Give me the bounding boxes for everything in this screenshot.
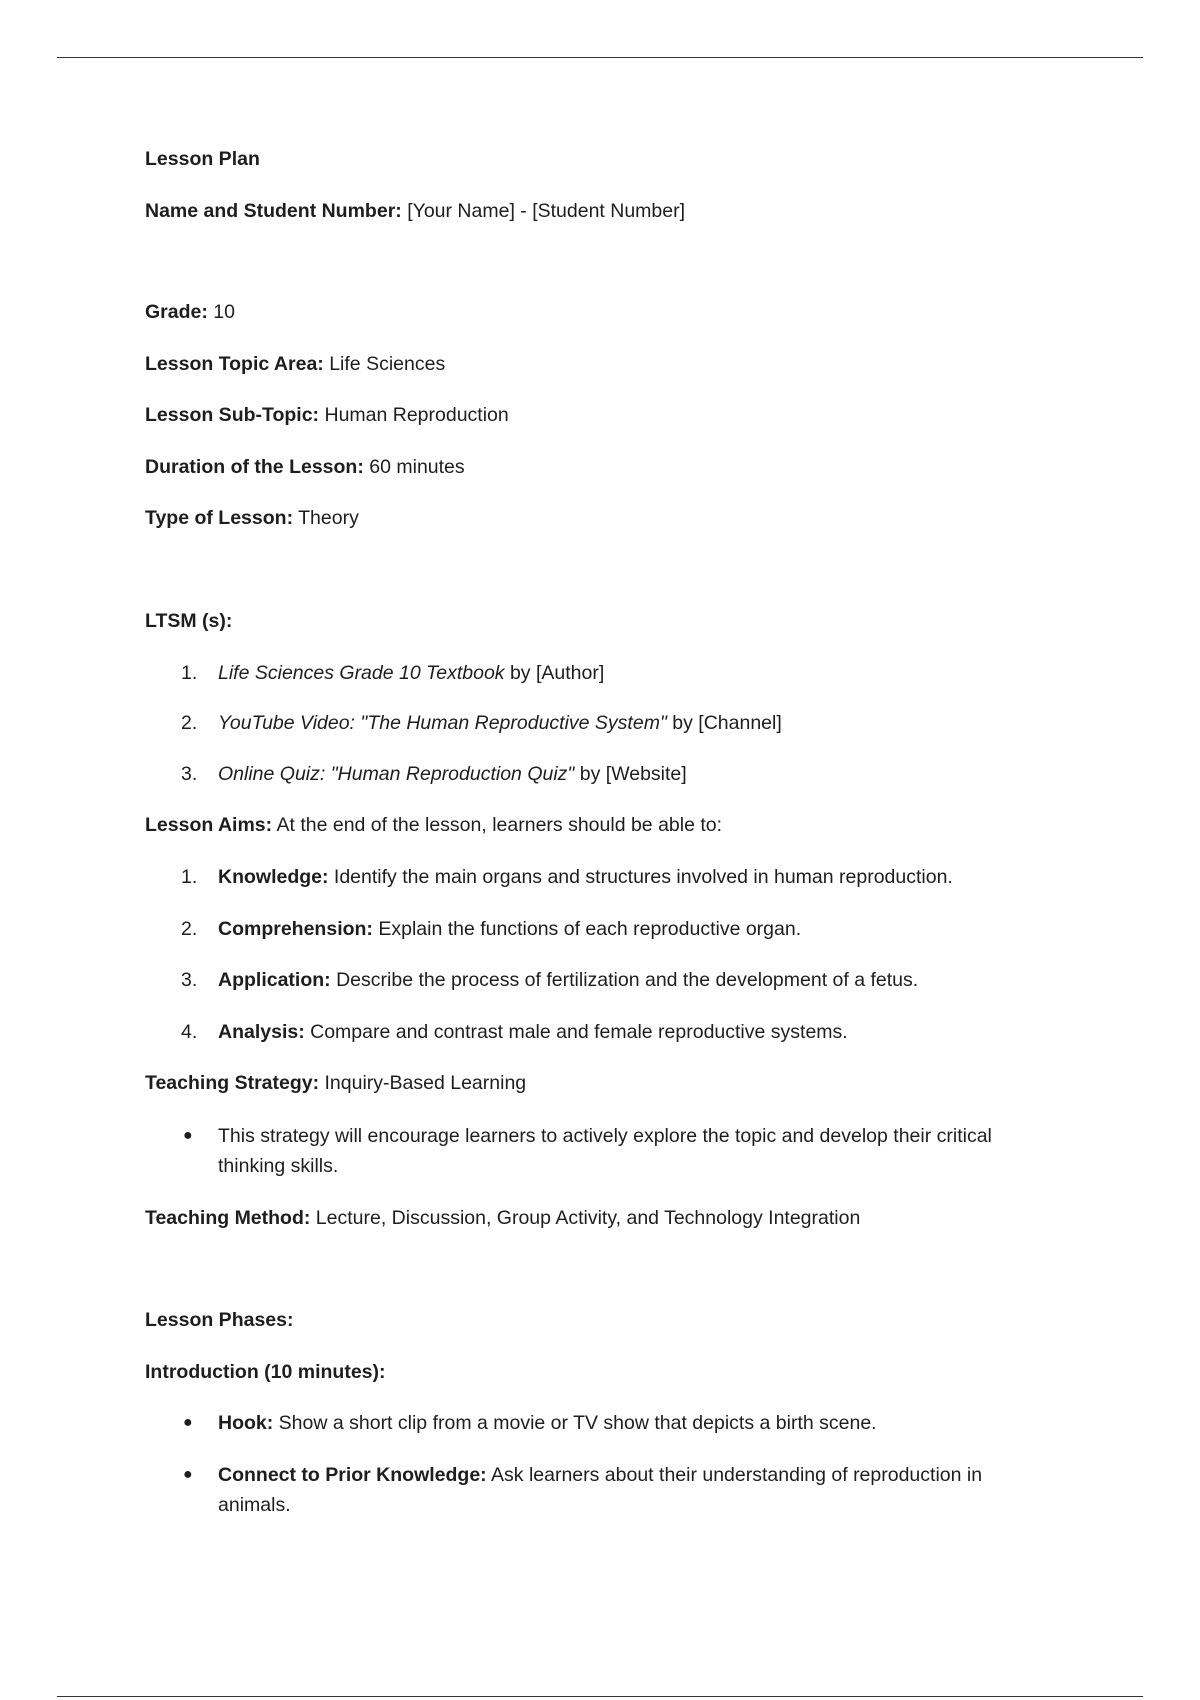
footer-rule: [57, 1696, 1143, 1697]
type-label: Type of Lesson:: [145, 507, 294, 529]
list-number: 3.: [181, 969, 198, 991]
duration-field: [145, 452, 465, 482]
bullet-icon: ●: [183, 1466, 193, 1483]
grade-field: [145, 297, 235, 327]
topic-field: [145, 349, 445, 379]
header-rule: [57, 57, 1143, 58]
topic-label: Lesson Topic Area:: [145, 353, 324, 375]
duration-label: Duration of the Lesson:: [145, 456, 364, 478]
subtopic-value: Human Reproduction: [319, 404, 509, 426]
list-number: 2.: [181, 918, 198, 940]
aims-field: [145, 810, 722, 840]
subtopic-field: [145, 400, 509, 430]
list-number: 2.: [181, 712, 198, 734]
strategy-label: Teaching Strategy:: [145, 1072, 320, 1094]
strategy-field: [145, 1068, 526, 1098]
aims-label: Lesson Aims:: [145, 814, 273, 836]
name-field: [145, 196, 685, 226]
phases-heading: Lesson Phases:: [145, 1309, 294, 1331]
list-number: 1.: [181, 866, 198, 888]
list-number: 3.: [181, 763, 198, 785]
name-value: [Your Name] - [Student Number]: [401, 200, 686, 222]
strategy-value: Inquiry-Based Learning: [319, 1072, 527, 1094]
duration-value: 60 minutes: [363, 456, 465, 478]
bullet-icon: ●: [183, 1414, 193, 1431]
ltsm-heading: LTSM (s):: [145, 610, 233, 632]
bullet-icon: ●: [183, 1127, 193, 1144]
intro-heading: Introduction (10 minutes):: [145, 1361, 386, 1383]
name-label: Name and Student Number:: [145, 200, 402, 222]
type-field: [145, 503, 359, 533]
method-field: [145, 1203, 860, 1233]
list-number: 1.: [181, 662, 198, 684]
topic-value: Life Sciences: [323, 353, 446, 375]
subtopic-label: Lesson Sub-Topic:: [145, 404, 320, 426]
aims-value: At the end of the lesson, learners should be able to:: [272, 814, 723, 836]
type-value: Theory: [293, 507, 359, 529]
method-label: Teaching Method:: [145, 1207, 311, 1229]
grade-value: 10: [207, 301, 235, 323]
document-title: Lesson Plan: [145, 148, 260, 170]
grade-label: Grade:: [145, 301, 208, 323]
list-number: 4.: [181, 1021, 198, 1043]
method-value: Lecture, Discussion, Group Activity, and Technology Integration: [310, 1207, 861, 1229]
